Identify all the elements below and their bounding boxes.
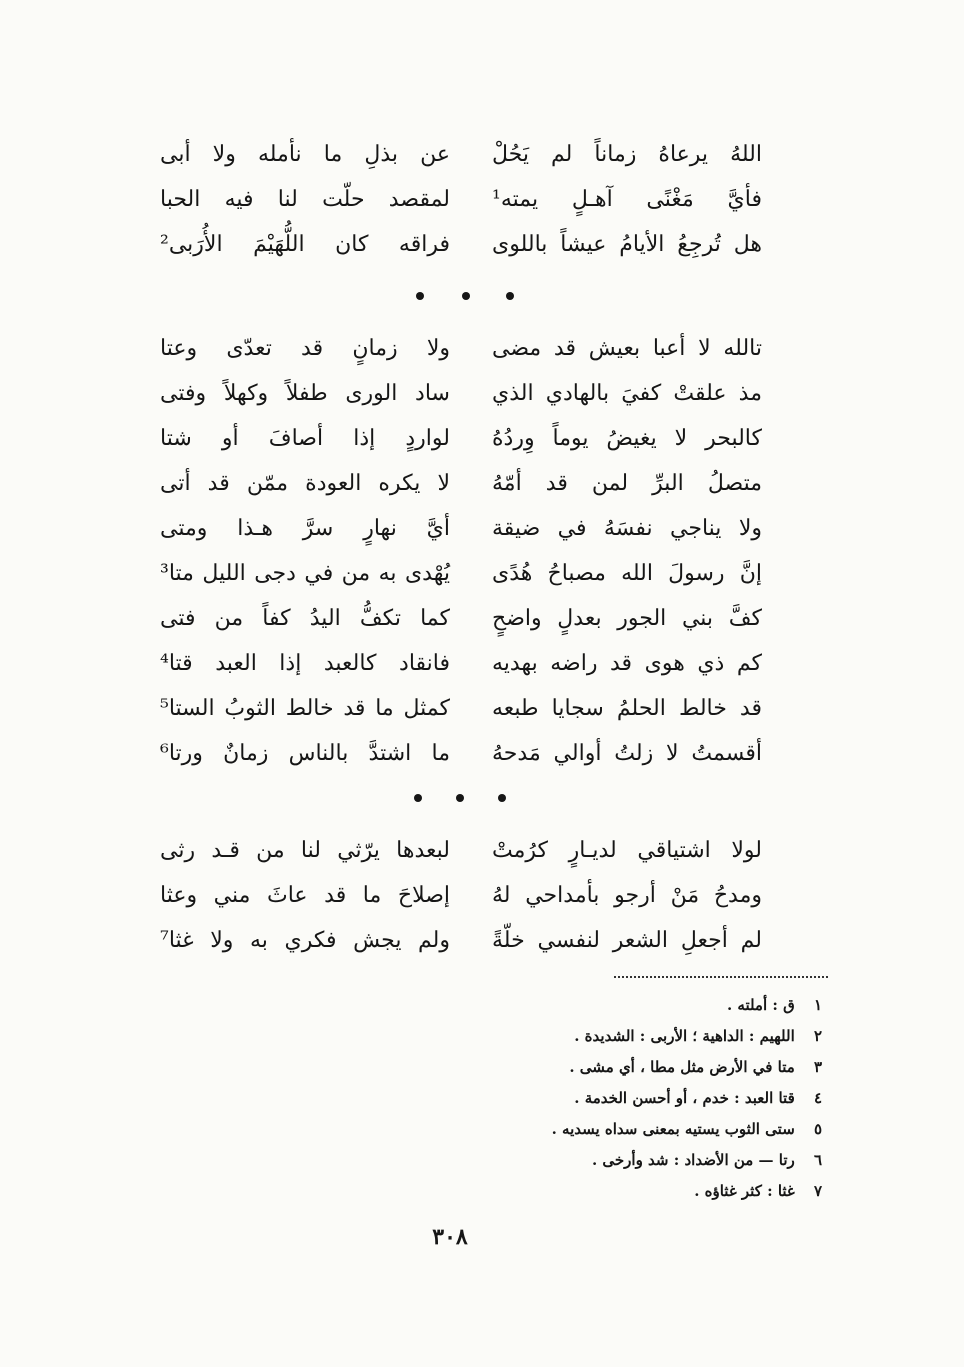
second-hemistich: كما تكفُّ اليدُ كفاً من فتى: [160, 606, 450, 631]
verse-line: [150, 641, 780, 686]
separator-dot: [498, 794, 506, 802]
second-hemistich: ولا زمانٍ قد تعدّى وعتا: [160, 336, 450, 361]
first-hemistich: فأيَّ مَغْنًى آهـلٍ يمته¹: [492, 187, 762, 212]
stanza-separator: [0, 794, 964, 814]
footnote-number: ١: [813, 996, 822, 1014]
footnote-divider: [614, 976, 828, 978]
first-hemistich: ولا يناجي نفسَهُ في ضيقة: [492, 516, 762, 541]
first-hemistich: تالله لا أعبا بعيش قد مضى: [492, 336, 762, 361]
second-hemistich: فراقه كان اللُّهَيْمَ الأُرَبى²: [160, 232, 450, 257]
footnotes: [402, 990, 822, 1207]
footnote: [402, 990, 822, 1021]
verse-line: [150, 506, 780, 551]
separator-dot: [462, 292, 470, 300]
second-hemistich: يُهْدى به من في دجى الليل متا³: [160, 561, 450, 586]
separator-dot: [416, 292, 424, 300]
verse-line: [150, 177, 780, 222]
footnote-text: ستى الثوب يستيه بمعنى سداه يسديه .: [551, 1120, 795, 1138]
first-hemistich: مذ علقتْ كفيَ بالهادي الذي: [492, 381, 762, 406]
verse-line: [150, 828, 780, 873]
verse-line: [150, 416, 780, 461]
footnote-number: ٤: [813, 1089, 822, 1107]
stanza-3: [150, 828, 780, 963]
first-hemistich: متصلُ البرِّ لمن قد أمّهُ: [492, 471, 762, 496]
footnote-text: ق : أملته .: [726, 996, 795, 1014]
verse-line: [150, 326, 780, 371]
footnote: [402, 1114, 822, 1145]
second-hemistich: كمثل ما قد خالط الثوبُ الستا⁵: [160, 696, 450, 721]
footnote-text: اللهيم : الداهية ؛ الأربى : الشديدة .: [574, 1027, 795, 1045]
second-hemistich: لواردٍ إذا أصافَ أو شتا: [160, 426, 450, 451]
second-hemistich: عن بذلِ ما نأمله ولا أبى: [160, 142, 450, 167]
second-hemistich: أيَّ نهارٍ سرَّ هـذا ومتى: [160, 516, 450, 541]
separator-dot: [456, 794, 464, 802]
verse-line: [150, 371, 780, 416]
second-hemistich: فانقاد كالعبد إذا العبد قتا⁴: [160, 651, 450, 676]
second-hemistich: ما اشتدَّ بالناس زمانٌ ورتا⁶: [160, 741, 450, 766]
footnote-number: ٧: [813, 1182, 822, 1200]
verse-line: [150, 222, 780, 267]
footnote: [402, 1021, 822, 1052]
first-hemistich: اللهُ يرعاهُ زماناً لم يَحُلْ: [492, 142, 762, 167]
footnote-text: رتا — من الأضداد : شد وأرخى .: [591, 1151, 795, 1169]
second-hemistich: ولم يجش فكري به ولا غثا⁷: [160, 928, 450, 953]
verse-line: [150, 461, 780, 506]
second-hemistich: لمقصد حلّت لنا فيه الحبا: [160, 187, 450, 212]
verse-line: [150, 132, 780, 177]
footnote-text: قتا العبد : خدم ، أو أحسن الخدمة .: [574, 1089, 795, 1107]
stanza-separator: [0, 292, 964, 312]
separator-dot: [506, 292, 514, 300]
first-hemistich: لم أجعلِ الشعر لنفسي خلّةً: [492, 928, 762, 953]
first-hemistich: إنَّ رسولَ الله مصباحُ هُدًى: [492, 561, 762, 586]
first-hemistich: كم ذي هوى قد راضه بهديه: [492, 651, 762, 676]
verse-line: [150, 873, 780, 918]
footnote-number: ٣: [813, 1058, 822, 1076]
first-hemistich: أقسمتُ لا زلتُ أوالي مَدحهُ: [492, 741, 762, 766]
stanza-1: [150, 132, 780, 267]
first-hemistich: قد خالط الحلمُ سجايا طبعه: [492, 696, 762, 721]
second-hemistich: لبعدها يرّثي لنا من قـد رثى: [160, 838, 450, 863]
footnote-text: متا في الأرض مثل مطا ، أي مشى .: [569, 1058, 795, 1076]
footnote-number: ٦: [813, 1151, 822, 1169]
first-hemistich: ومدحُ مَنْ أرجو بأمداحي لهُ: [492, 883, 762, 908]
verse-line: [150, 596, 780, 641]
footnote: [402, 1145, 822, 1176]
stanza-2: [150, 326, 780, 776]
second-hemistich: إصلاحَ ما قد عاثَ مني وعثا: [160, 883, 450, 908]
first-hemistich: كفَّ بني الجور بعدلٍ واضحٍ: [492, 606, 762, 631]
first-hemistich: هل تُرجِعُ الأيامُ عيشاً باللوى: [492, 232, 762, 257]
footnote: [402, 1083, 822, 1114]
verse-line: [150, 551, 780, 596]
verse-line: [150, 686, 780, 731]
footnote-number: ٥: [813, 1120, 822, 1138]
footnote: [402, 1052, 822, 1083]
footnote-text: غثا : كثر غثاؤه .: [694, 1182, 795, 1200]
footnote: [402, 1176, 822, 1207]
page-number: ٣٠٨: [432, 1224, 468, 1250]
footnote-number: ٢: [813, 1027, 822, 1045]
verse-line: [150, 731, 780, 776]
verse-line: [150, 918, 780, 963]
first-hemistich: لولا اشتياقي لديـارٍ كرُمتْ: [492, 838, 762, 863]
first-hemistich: كالبحر لا يغيضُ يوماً وِردُهُ: [492, 426, 762, 451]
separator-dot: [414, 794, 422, 802]
second-hemistich: ساد الورى طفلاً وكهلاً وفتى: [160, 381, 450, 406]
second-hemistich: لا يكره العودة ممّن قد أتى: [160, 471, 450, 496]
